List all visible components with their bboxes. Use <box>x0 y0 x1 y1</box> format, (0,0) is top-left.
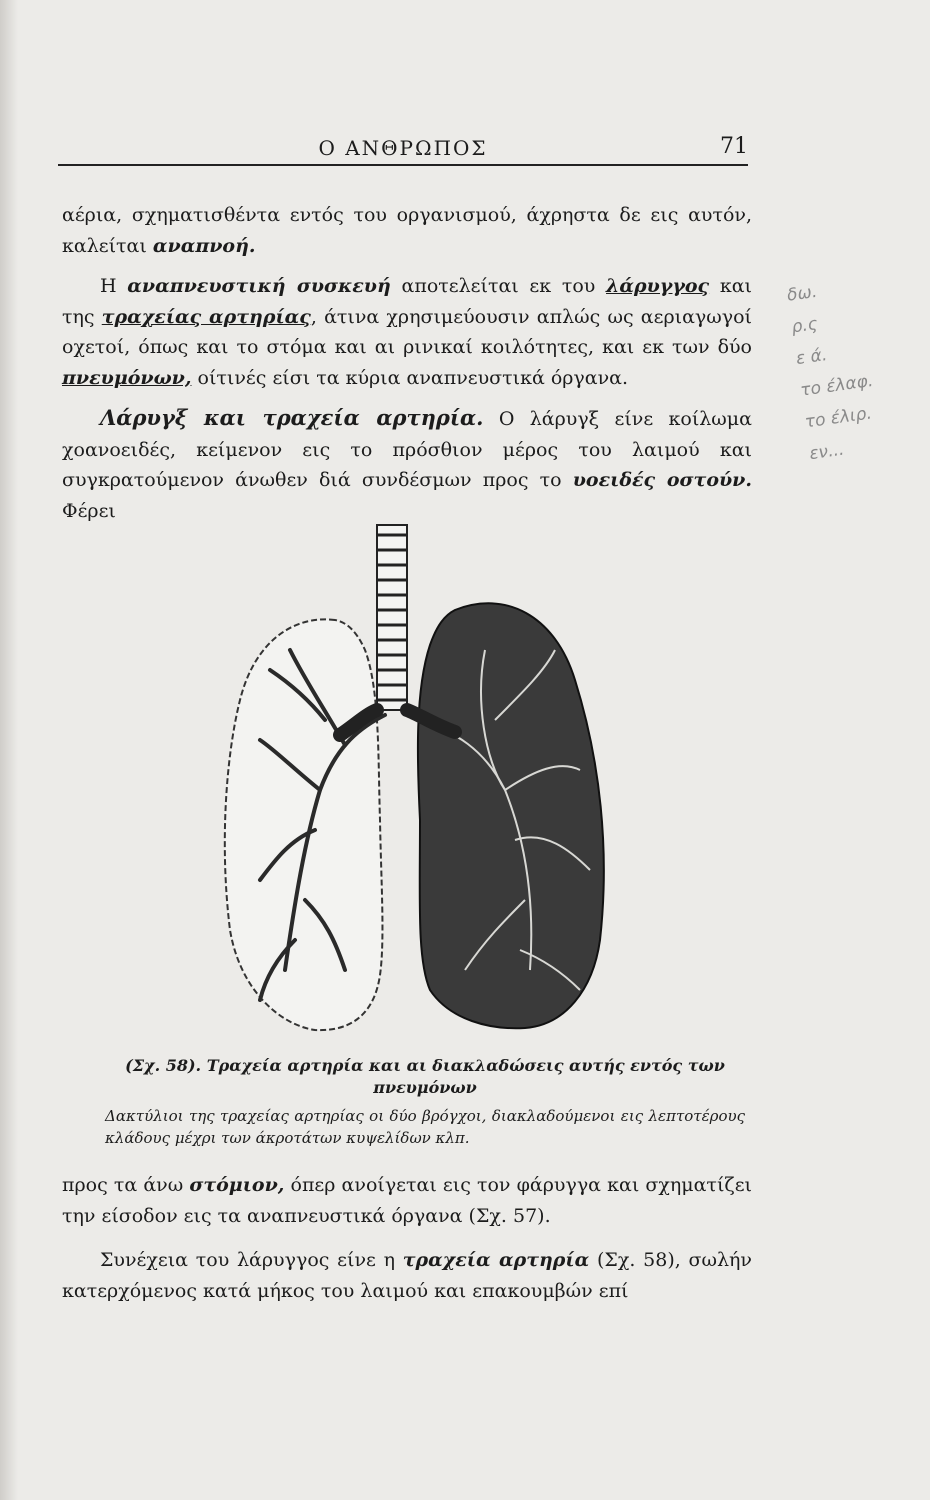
p2-b: αποτελείται εκ του <box>401 275 596 297</box>
p2-e: οίτινές είσι τα κύρια αναπνευστικά όργανα. <box>197 366 629 389</box>
margin-note: το έλιρ. <box>803 403 874 433</box>
caption-title: Τραχεία αρτηρία και αι διακλαδώσεις αυτής εντός των πνευμόνων <box>206 1056 725 1097</box>
term-hyoid-bone: υοειδές οστούν. <box>572 469 752 491</box>
p2-d: , άτινα χρησιμεύουσιν απλώς ως αεριαγωγοί οχετοί, όπως και το στόμα και αι ρινικαί κοιλότητες, και εκ των δύο <box>62 305 752 358</box>
term-larynx: λάρυγγος <box>606 275 710 297</box>
caption-title-line <box>105 1055 745 1099</box>
page-gutter-shadow <box>0 0 18 1500</box>
margin-note: δω. <box>785 281 819 306</box>
right-lung <box>225 619 383 1030</box>
margin-note: ε ά. <box>794 344 829 370</box>
p4-b: όπερ ανοίγεται εις τον φάρυγγα και σχηματίζει την είσοδον εις τα αναπνευστικά όργανα (Σχ. 57). <box>62 1174 752 1227</box>
paragraph-3 <box>62 403 752 526</box>
paragraph-2 <box>62 271 752 393</box>
lungs-illustration <box>205 520 625 1040</box>
p5-b: (Σχ. 58), σωλήν κατερχόμενος κατά μήκος του λαιμού και επακουμβών επί <box>62 1249 752 1302</box>
term-lungs: πνευμόνων, <box>62 366 192 389</box>
paragraph-1-text: αέρια, σχηματισθέντα εντός του οργανισμού, άχρηστα δε εις αυτόν, καλείται <box>62 204 752 257</box>
term-trachea: τραχείας αρτηρίας <box>101 305 311 328</box>
caption-description: Δακτύλιοι της τραχείας αρτηρίας οι δύο βρόγχοι, διακλαδούμενοι εις λεπτοτέρους κλάδους μέχρι των άκροτάτων κυψελίδων κλπ. <box>105 1107 745 1147</box>
caption-label: (Σχ. 58). <box>125 1056 202 1075</box>
p5-a: Συνέχεια του λάρυγγος είνε η <box>100 1249 395 1271</box>
page-number: 71 <box>720 134 748 159</box>
bottom-text <box>62 1170 752 1306</box>
running-head: Ο ΑΝΘΡΩΠΟΣ <box>318 136 488 160</box>
paragraph-4 <box>62 1170 752 1231</box>
term-stomion: στόμιον, <box>189 1174 285 1196</box>
margin-note: ρ.ς <box>790 313 820 338</box>
section-title: Λάρυγξ και τραχεία αρτηρία. <box>100 405 484 430</box>
term-trachea-2: τραχεία αρτηρία <box>402 1249 590 1271</box>
left-lung <box>418 603 604 1028</box>
margin-note: εν... <box>808 439 846 465</box>
p2-a: Η <box>100 275 117 297</box>
paragraph-1 <box>62 200 752 261</box>
trachea <box>377 525 407 710</box>
paragraph-5 <box>62 1245 752 1306</box>
p3-b: Φέρει <box>62 499 116 522</box>
term-respiratory-apparatus: αναπνευστική συσκευή <box>127 275 391 297</box>
pencil-margin-notes <box>785 262 930 470</box>
p2-c: και της <box>62 275 752 328</box>
p4-a: προς τα άνω <box>62 1174 184 1196</box>
term-anapnoi: αναπνοή. <box>152 234 256 257</box>
figure-caption <box>105 1055 745 1149</box>
top-text <box>62 200 752 526</box>
page-header <box>58 130 748 166</box>
p3-a: Ο λάρυγξ είνε κοίλωμα χοανοειδές, κείμενον εις το πρόσθιον μέρος του λαιμού και συγκρατούμενον άνωθεν διά συνδέσμων προς το <box>62 408 752 491</box>
margin-note: το έλαφ. <box>799 370 875 401</box>
